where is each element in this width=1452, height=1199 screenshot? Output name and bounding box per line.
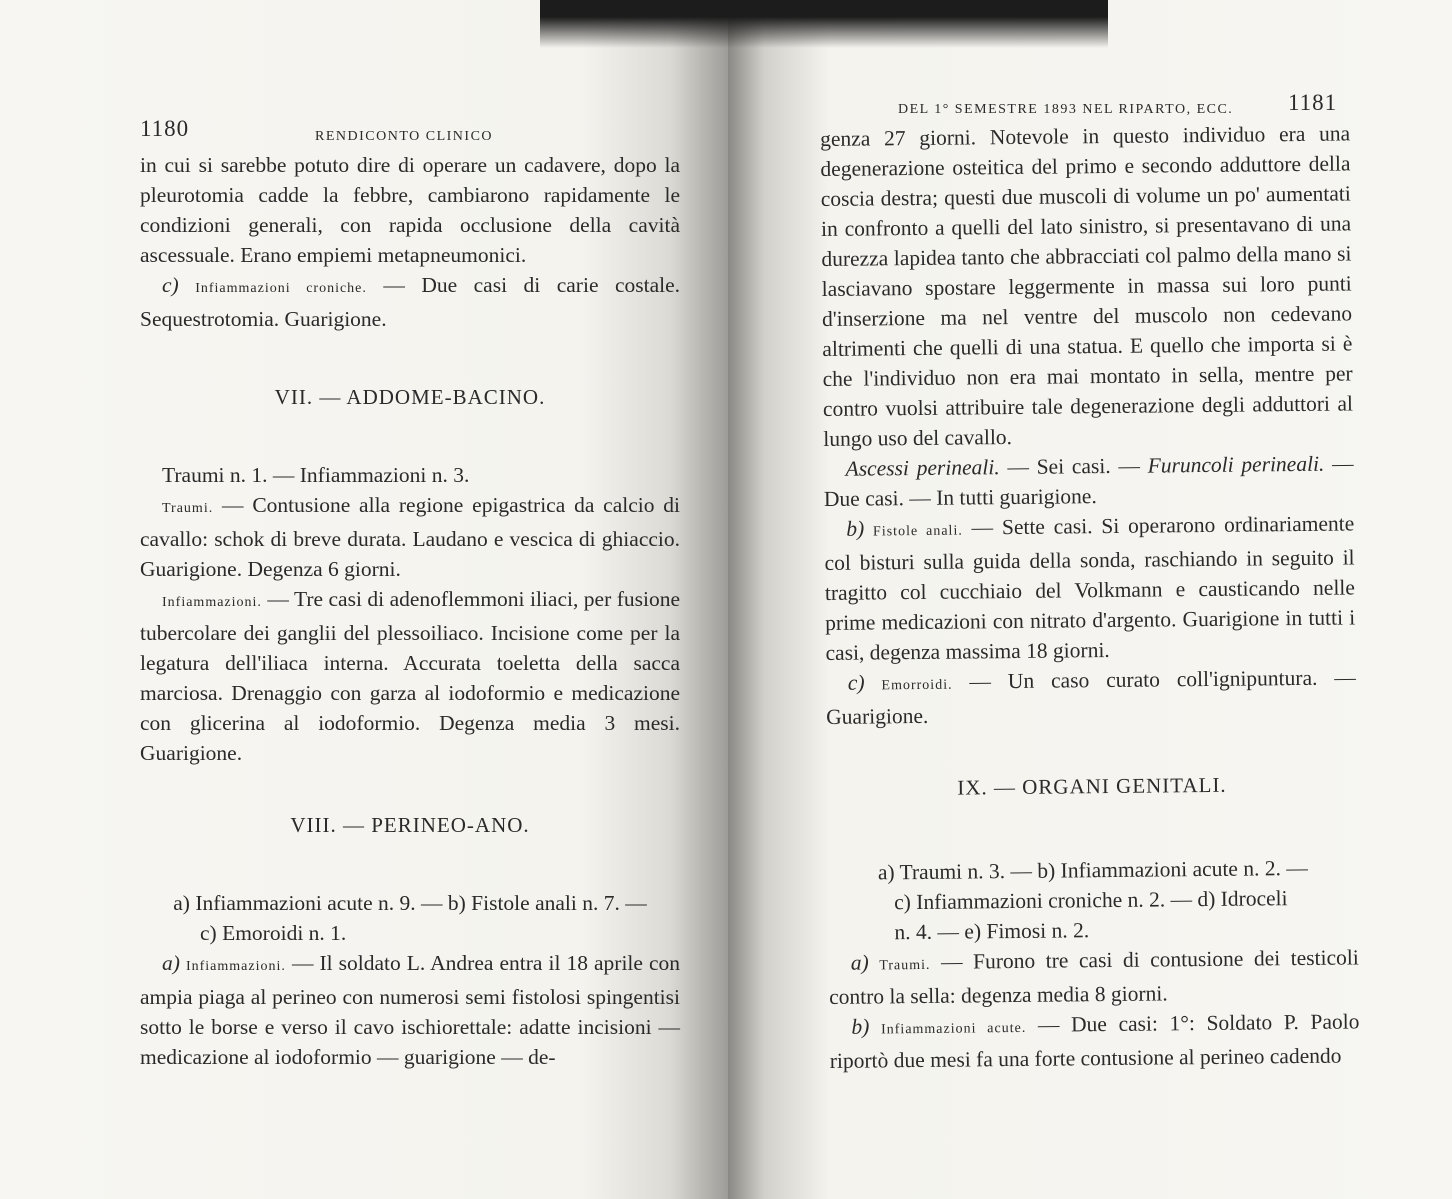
paragraph: Infiammazioni. — Tre casi di adenoflemmoni iliaci, per fusione tubercolare dei ganglii del plessoiliaco. Incisione come per la legatura dell'iliaca interna. Accurata toeletta della sacca marciosa. Drenaggio con garza al iodoformio e medicazione con glicerina al iodoformio. Degenza media 3 mesi. Guarigione. bbox=[140, 587, 681, 765]
paragraph: b) Fistole anali. — Sette casi. Si operarono ordinariamente col bisturi sulla guida della sonda, raschiando in seguito il tragitto col cucchiaio del Volkmann e causticando nelle prime medicazioni con nitrato d'argento. Guarigione in tutti i casi, degenza massima 18 giorni. bbox=[824, 511, 1356, 665]
section-heading: VII. — ADDOME-BACINO. bbox=[274, 385, 546, 409]
paragraph: Ascessi perineali. — Sei casi. — Furuncoli perineali. — Due casi. — In tutti guarigione. bbox=[823, 451, 1354, 511]
paragraph: genza 27 giorni. Notevole in questo individuo era una degenerazione osteitica del primo e secondo adduttore della coscia destra; questi due muscoli di volume un po' aumentati in confronto a quelli del lato sinistro, si presentavano di una durezza lapidea tanto che abbracciati col palmo della mano si lasciavano spostare leggermente in massa sui loro punti d'inserzione ma nel ventre del muscolo non cedevano altrimenti che quelli di una statua. E quello che importa si è che l'individuo non era mai montato in sella, mentre per contro vuolsi attribuire tale degenerazione degli adduttori al lungo uso del cavallo. bbox=[820, 121, 1354, 451]
binding-shadow bbox=[540, 0, 728, 48]
right-running-head: DEL 1° SEMESTRE 1893 NEL RIPARTO, ECC. bbox=[898, 102, 1234, 117]
paragraph: in cui si sarebbe potuto dire di operare un cadavere, dopo la pleurotomia cadde la febbre, cambiarono rapidamente le condizioni generali, con rapida occlusione della cavità ascessuale. Erano empiemi metapneumonici. bbox=[140, 153, 680, 267]
section-summary: a) Traumi n. 3. — b) Infiammazioni acute n. 2. — bbox=[877, 855, 1308, 885]
binding-shadow bbox=[728, 0, 1108, 48]
paragraph: Traumi. — Contusione alla regione epigastrica da calcio di cavallo: schok di breve durata. Laudano e vescica di ghiaccio. Guarigione. Degenza 6 giorni. bbox=[140, 493, 680, 581]
section-summary: n. 4. — e) Fimosi n. 2. bbox=[894, 918, 1090, 945]
left-running-head: RENDICONTO CLINICO bbox=[315, 129, 494, 144]
left-text-block bbox=[140, 150, 680, 1072]
paragraph: c) Emorroidi. — Un caso curato coll'ignipuntura. — Guarigione. bbox=[826, 665, 1356, 729]
section-summary: Traumi n. 1. — Infiammazioni n. 3. bbox=[162, 463, 470, 487]
section-summary: c) Emoroidi n. 1. bbox=[200, 921, 347, 945]
paragraph: a) Infiammazioni. — Il soldato L. Andrea entra il 18 aprile con ampia piaga al perineo con numerosi semi fistolosi spingentisi sotto le borse e verso il cavo ischiorettale: adatte incisioni — medicazione al iodoformio — guarigione — de- bbox=[140, 951, 681, 1069]
right-text-block bbox=[820, 118, 1360, 1075]
paragraph: c) Infiammazioni croniche. — Due casi di carie costale. Sequestrotomia. Guarigione. bbox=[140, 273, 681, 331]
section-summary: a) Infiammazioni acute n. 9. — b) Fistole anali n. 7. — bbox=[173, 891, 647, 915]
right-page bbox=[728, 0, 1452, 1199]
paragraph: a) Traumi. — Furono tre casi di contusione dei testicoli contro la sella: degenza media 8 giorni. bbox=[829, 945, 1359, 1009]
section-heading: VIII. — PERINEO-ANO. bbox=[290, 813, 530, 837]
left-page-number: 1180 bbox=[140, 116, 190, 141]
paragraph: b) Infiammazioni acute. — Due casi: 1°: Soldato P. Paolo riportò due mesi fa una forte contusione al perineo cadendo bbox=[829, 1009, 1360, 1073]
right-page-number: 1181 bbox=[1288, 90, 1338, 115]
section-heading: IX. — ORGANI GENITALI. bbox=[957, 772, 1227, 800]
section-summary: c) Infiammazioni croniche n. 2. — d) Idroceli bbox=[894, 886, 1288, 915]
